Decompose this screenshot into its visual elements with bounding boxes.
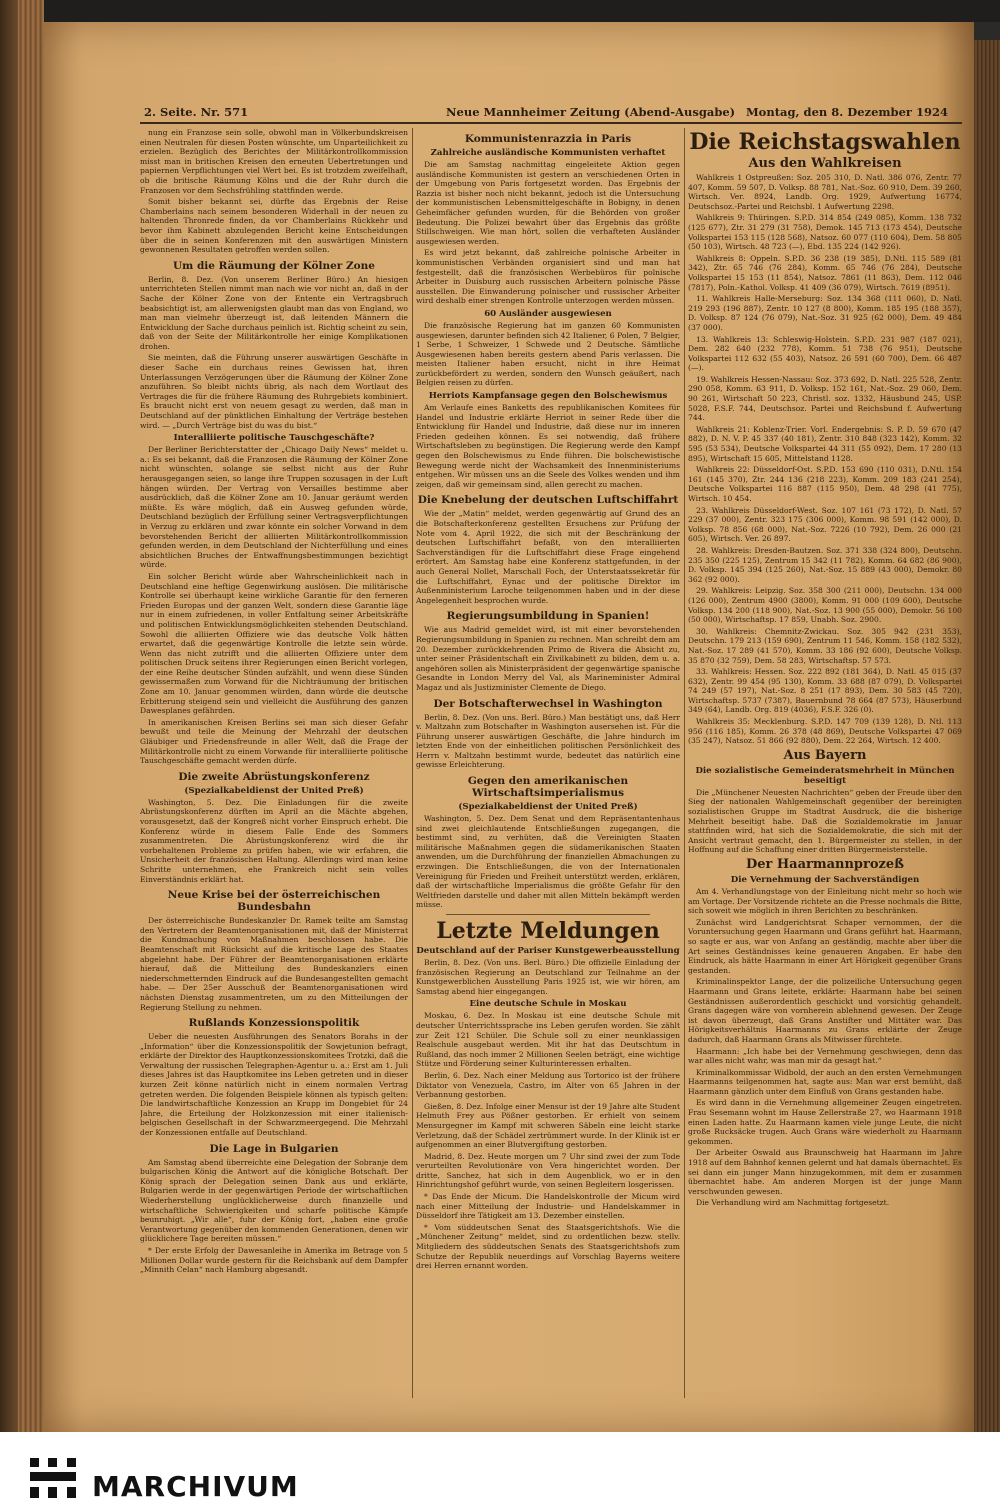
article-subheadline: Zahlreiche ausländische Kommunisten verhaftet xyxy=(430,148,666,158)
article-text: nung ein Franzose sein solle, obwohl man in Völkerbundskreisen einen Neutralen für diesen Posten wünschte, um Unparteilichkeit zu erzielen. Bezüglich des Berichtes der Militärkontrollkommission misst man in britischen Kreisen den erneuten Uebertretungen und papiernen Verpflichtungen viel Wert bei. Es ist trotzdem zweifelhaft, ob die britische Räumung Kölns und die der Ruhr durch die Franzosen vor dem Sechsfrühling stattfinden werde. xyxy=(140,128,408,195)
article-headline: Um die Räumung der Kölner Zone xyxy=(173,259,375,272)
column-1 xyxy=(140,128,408,1400)
article-text: Zunächst wird Landgerichtsrat Schaper vernommen, der die Voruntersuchung gegen Haarmann und Grans geführt hat. Haarmann, so sagte er aus, war von Anfang an geständig, machte aber über die Art seines Geständnisses keine genaueren Angaben. Er habe den Eindruck, als hätte Haarmann in einer Art Hörigkeit gegenüber Grans gestanden. xyxy=(688,917,962,975)
article-text: Somit bisher bekannt sei, dürfte das Ergebnis der Reise Chamberlains nach seinem besonderen Widerhall in der neuen zu haltenden Thronrede finden, da vor Chamberlains Rückkehr und bevor ihm Kabinett abzulegenden Bericht keine Entscheidungen über die in seinen Konferenzen mit den auswärtigen Ministern gewonnenen Resultaten getroffen werden sollen. xyxy=(140,197,408,255)
article-text: Ueber die neuesten Ausführungen des Senators Borahs in der „Information“ über die Konzessionspolitik der Sowjetunion befragt, erklärte der Direktor des Hauptkonzessionskomitees Trotzki, daß die Verwaltung der russischen Telegraphen-Agentur u. a.: Erst am 1. Juli dieses Jahres ist das Hauptkomitee ins Leben getreten und in dieser kurzen Zeit könne natürlich nicht in einem normalen Vertrag getreten werden. Die folgenden Beispiele können als typisch gelten: Die landwirtschaftliche Konzession an Krupp im Dongebiet für 24 Jahre, die Erteilung der Holzkonzession mit einer italienisch-belgischen Gesellschaft in der Schwarzmeergegend. Die Mehrzahl der Konzessionen entfalle auf Deutschland. xyxy=(140,1032,408,1138)
article-text: Der österreichische Bundeskanzler Dr. Ramek teilte am Samstag den Vertretern der Beamtenorganisationen mit, daß der Ministerrat die Kundmachung von Maßnahmen beschlossen habe. Die Beamtenschaft mit Rücksicht auf die kritische Lage des Staates abgelehnt habe. Der Führer der Beamtenorganisationen erklärte hierauf, daß die Mitteilung des Bundeskanzlers einen niederschmetternden Eindruck auf die Bundesangestellten gemacht habe. — Der 25er Ausschuß der Beamtenorganisationen wird nächsten Dienstag zusammentreten, um zu den Mitteilungen der Regierung Stellung zu nehmen. xyxy=(140,916,408,1012)
article-text: Es wird dann in die Vernehmung allgemeiner Zeugen eingetreten. Frau Sesemann wohnt im Hause Zellerstraße 27, wo Haarmann 1918 einen Laden hatte. Zu Haarmann kamen viele junge Leute, die nicht große Rucksäcke trugen. Auch Grans wäre wiederholt zu Haarmann gekommen. xyxy=(688,1098,962,1146)
article-text: Am Samstag abend überreichte eine Delegation der Sobranje dem bulgarischen König die Antwort auf die königliche Botschaft. Der König sprach der Delegation seinen Dank aus und erklärte, Bulgarien werde in der gegenwärtigen Periode der wirtschaftlichen Wiederherstellung unglücklicherweise durch finanzielle und wirtschaftliche Schwierigkeiten und scharfe politische Kämpfe beunruhigt. „Wir alle“, fuhr der König fort, „haben eine große Verantwortung gegenüber den kommenden Generationen, denen wir glücklichere Tage bereiten müssen.“ xyxy=(140,1157,408,1244)
article-subheadline: Interalliierte politische Tauschgeschäfte? xyxy=(173,433,375,444)
article-text: Washington, 5. Dez. Die Einladungen für die zweite Abrüstungskonferenz dürften im April an die Mächte abgehen, vorausgesetzt, daß der Kongreß nicht vorher Einspruch erhebt. Die Konferenz würde in diesem Falle Ende des Sommers zusammentreten. Die Abrüstungskonferenz wird die ihr vorbehaltenen Probleme zu prüfen haben, wie wir erfahren, die Unsicherheit der französischen Haltung. Allerdings wird man keine Schritte unternehmen, ehe Frankreich nicht sein volles Einverständnis erklärt hat. xyxy=(140,797,408,884)
article-headline: Regierungsumbildung in Spanien! xyxy=(446,610,650,623)
article-text: Die Verhandlung wird am Nachmittag fortgesetzt. xyxy=(696,1198,890,1208)
article-subheadline: Die sozialistische Gemeinderatsmehrheit in München beseitigt xyxy=(695,765,955,786)
section-headline: Die Reichstagswahlen xyxy=(689,129,961,155)
article-headline: Gegen den amerikanischen Wirtschaftsimperialismus xyxy=(467,775,629,800)
article-text: Berlin, 8. Dez. (Von unserem Berliner Büro.) An hiesigen unterrichteten Stellen nimmt man nach wie vor nicht an, daß in der Sache der Kölner Zone von der Entente ein Vertragsbruch beabsichtigt ist, am allerwenigsten glaubt man das von England, wo man man vielmehr überzeugt ist, daß leitenden Männern die Entwicklung der Sache durchaus peinlich ist. Richtig scheint zu sein, daß von der Seite der Militärkontrolle her einige Komplikationen drohen. xyxy=(140,274,408,351)
article-text: In amerikanischen Kreisen Berlins sei man sich dieser Gefahr bewußt und teile die Meinung der Mehrzahl der deutschen Gläubiger und Friedensfreunde in aller Welt, daß die Frage der Militärkontrolle nicht zu einem Vorwande für interalliierte politische Tauschgeschäfte gemacht werden dürfe. xyxy=(140,717,408,766)
article-subheadline: Eine deutsche Schule in Moskau xyxy=(469,999,627,1010)
issue-date: Montag, den 8. Dezember 1924 xyxy=(745,105,948,119)
election-result: Wahlkreis 35: Mecklenburg. S.P.D. 147 709 (139 128), D. Ntl. 113 956 (116 185), Komm. 26 378 (48 869), Deutsche Volkspartei 47 069 (35 247), Natsoz. 51 866 (92 880), Dem. 22 264, Wirtsch. 12 400. xyxy=(688,717,962,746)
article-headline: Rußlands Konzessionspolitik xyxy=(188,1017,360,1030)
article-text: Sie meinten, daß die Führung unserer auswärtigen Geschäfte in dieser Sache ein durchaus reines Gewissen hat, ihren Unterlassungen Verzögerungen über die Räumung der Kölner Zone anzuführen. So bleibt nichts übrig, als nach dem Wortlaut des Vertrages die für die frühere Räumung des Ruhrgebiets kombiniert. Es braucht nicht erst von neuem gesagt zu werden, daß man in Deutschland auf der pünktlichen Einhaltung der Verträge bestehen wird. — „Durch Verträge bist du was du bist.“ xyxy=(140,353,408,430)
election-result: Wahlkreis 8: Oppeln. S.P.D. 36 238 (19 385), D.Ntl. 115 589 (81 342), Ztr. 65 746 (76 284), Komm. 65 746 (76 284), Deutsche Volkspartei 15 153 (11 854), Natsoz. 7861 (11 863), Dem. 112 046 (7817), Poln.-Kathol. Volksp. 41 409 (36 079), Wirtsch. 7619 (8951). xyxy=(688,253,962,292)
election-result: 33. Wahlkreis: Hessen. Soz. 222 892 (181 364), D. Natl. 45 015 (37 632), Zentr. 99 454 (95 130), Komm. 33 688 (87 079), D. Volkspartei 74 249 (57 197), Nat.-Soz. 8 251 (17 893), Dem. 30 583 (45 720), Wirtschaftsp. 5737 (7387), Bauernbund 78 664 (87 573), Häuserbund 349 (64), Landb. Org. 819 (4036), F.S.F. 326 (0). xyxy=(688,667,962,715)
article-text: Berlin, 8. Dez. (Von uns. Berl. Büro.) Die offizielle Einladung der französischen Regierung an Deutschland zur Teilnahme an der Kunstgewerblichen Ausstellung Paris 1925 ist, wie wir hören, am Samstag abend hier eingegangen. xyxy=(416,958,680,996)
article-text: Moskau, 6. Dez. In Moskau ist eine deutsche Schule mit deutscher Unterrichtssprache ins Leben gerufen worden. Sie zählt zur Zeit 121 Schüler. Die Schule soll zu einer neunklassigen Realschule ausgebaut werden. Mit ihr hat das Deutschtum in Rußland, das noch immer 2 Millionen Seelen beträgt, eine wichtige Stütze und Förderung seiner Kulturinteressen erhalten. xyxy=(416,1011,680,1069)
article-subheadline: 60 Ausländer ausgewiesen xyxy=(484,308,612,319)
article-text: Washington, 5. Dez. Dem Senat und dem Repräsentantenhaus sind zwei gleichlautende Entschließungen zugegangen, die bestimmt sind, zu verhüten, daß die Vereinigten Staaten militärische Maßnahmen gegen die südamerikanischen Staaten anwenden, um die Durchführung der finanziellen Abmachungen zu erzwingen. Die Entschließungen, die von der Internationalen Vereinigung für Frieden und Freiheit unterstützt werden, erklären, daß der wirtschaftliche Imperialismus die größte Gefahr für den Weltfrieden darstelle und daher mit allen Mitteln bekämpft werden müsse. xyxy=(416,814,680,910)
article-headline: Kommunistenrazzia in Paris xyxy=(464,133,632,145)
article-text: Die „Münchener Neuesten Nachrichten“ geben der Freude über den Sieg der nationalen Wahlgemeinschaft gegenüber der bereinigten sozialistischen Gruppe im Stadtrat Ausdruck, die die bisherige Mehrheit beseitigt habe. Daß die Sozialdemokratie im Januar stattfinden wird, hat sich die Sozialdemokratie, die sich mit der Ansicht vertraut gemacht, den 1. Bürgermeister zu stellen, in der Hoffnung auf die Schaffung einer dritten Bürgermeisterstelle. xyxy=(688,787,962,855)
election-result: 23. Wahlkreis Düsseldorf-West. Soz. 107 161 (73 172), D. Natl. 57 229 (37 000), Zentr. 323 175 (306 000), Komm. 98 591 (142 000), D. Volksp. 78 856 (68 000), Nat.-Soz. 7226 (10 792), Dem. 26 000 (21 605), Wirtsch. Ver. 26 897. xyxy=(688,505,962,544)
column-divider xyxy=(412,128,413,1398)
article-text: * Der erste Erfolg der Dawesanleihe in Amerika im Betrage von 5 Millionen Dollar wurde gestern für die Reichsbank auf dem Dampfer „Minnith Celan“ nach Hamburg abgesandt. xyxy=(140,1245,408,1275)
article-headline: Der Botschafterwechsel in Washington xyxy=(433,697,663,710)
article-text: Gießen, 8. Dez. Infolge einer Mensur ist der 19 Jahre alte Student Helmuth Frey aus Pößner gestorben. Er erhielt von seinem Mensurgegner im Kampf mit schweren Säbeln eine leicht starke Verletzung, daß der Schädel zertrümmert wurde. In der Klinik ist er aufgenommen an einer Blutvergiftung gestorben. xyxy=(416,1101,680,1150)
article-text: Madrid, 8. Dez. Heute morgen um 7 Uhr sind zwei der zum Tode verurteilten Revolutionäre von Vera hingerichtet worden. Der dritte, Sanchez, hat sich in dem Augenblick, wo er in den Hinrichtungshof geführt wurde, von seinen Begleitern losgerissen. xyxy=(416,1151,680,1190)
top-band xyxy=(0,0,1000,22)
article-headline: Die Knebelung der deutschen Luftschiffahrt xyxy=(417,494,679,507)
election-result: 30. Wahlkreis: Chemnitz-Zwickau. Soz. 305 942 (231 353), Deutschn. 179 213 (159 690), Zentrum 11 546, Komm. 158 (182 532), Nat.-Soz. 17 289 (41 570), Komm. 33 186 (92 600), Deutsche Volksp. 35 870 (32 759), Dem. 58 283, Wirtschaftsp. 57 573. xyxy=(688,626,962,665)
article-headline: Die Lage in Bulgarien xyxy=(209,1142,339,1155)
article-text: Die am Samstag nachmittag eingeleitete Aktion gegen ausländische Kommunisten ist gestern an verschiedenen Orten in der Umgebung von Paris fortgesetzt worden. Das Ergebnis der Razzia ist bisher noch nicht bekannt, jedoch ist die Untersuchung der kommunistischen Lebensmittelgeschäfte in Bobigny, in denen Geheimfächer gefunden wurden, für die Behörden von großer Bedeutung. Die Polizei bewahrt über das Ergebnis das größte Stillschweigen. Wie man hört, sollen die verhafteten Ausländer ausgewiesen werden. xyxy=(416,160,680,246)
column-divider xyxy=(684,128,685,1398)
election-result: 13. Wahlkreis 13: Schleswig-Holstein. S.P.D. 231 987 (187 021), Dem. 282 640 (232 778), Komm. 51 738 (76 951), Deutsche Volkspartei 112 632 (55 403), Natsoz. 26 591 (60 700), Dem. 66 487 (—). xyxy=(688,334,962,373)
section-subheadline: Der Haarmannprozeß xyxy=(745,857,905,872)
book-page-edges-right xyxy=(974,40,1000,1432)
election-result: 29. Wahlkreis: Leipzig. Soz. 358 300 (211 000), Deutschn. 134 000 (126 000), Zentrum 4900 (3800), Komm. 91 000 (109 600), Deutsche Volksp. 134 200 (118 900), Nat.-Soz. 13 900 (55 000), Demokr. 56 100 (50 000), Wirtschaftsp. 17 859, Unabh. Soz. 2900. xyxy=(688,586,962,625)
article-text: Kriminalinspektor Lange, der die polizeiliche Untersuchung gegen Haarmann und Grans leitete, erklärte: Haarmann habe bei seinen Geständnissen außerordentlich geschickt und vorsichtig gehandelt. Grans dagegen wäre von vornherein ablehnend gewesen. Der Zeuge ist davon überzeugt, daß Grans Anstifter und Mittäter war. Das Hörigkeitsverhältnis Haarmanns zu Grans erklärte der Zeuge dadurch, daß Haarmann Grans als Mitwisser fürchtete. xyxy=(688,977,962,1044)
article-text: Wie aus Madrid gemeldet wird, ist mit einer bevorstehenden Regierungsumbildung in Spanien zu rechnen. Man schreibt dem am 20. Dezember zurückkehrenden Primo de Rivera die Absicht zu, unter seiner Präsidentschaft ein Zivilkabinett zu bilden, dem u. a. angehören sollen als Ministerpräsident der gegenwärtige spanische Gesandte in London Merry del Val, als Marineminister Admiral Magaz und als Justizminister Clemente de Diego. xyxy=(416,625,680,692)
article-text: Es wird jetzt bekannt, daß zahlreiche polnische Arbeiter in kommunistischen Verbänden organisiert sind und man hat festgestellt, daß die französischen Werbebüros für polnische Arbeiter in Duisburg auch russischen Arbeitern polnische Pässe ausstellen. Die Einwanderung polnischer und russischer Arbeiter wird deshalb einer strengen Kontrolle unterzogen werden müssen. xyxy=(416,248,680,306)
article-subheadline: Die Vernehmung der Sachverständigen xyxy=(730,875,920,885)
article-text: Kriminalkommissar Widbold, der auch an den ersten Vernehmungen Haarmanns teilgenommen hat, sagte aus: Man war erst bemüht, daß Haarmann gänzlich unter dem Einfluß von Grans gestanden habe. xyxy=(688,1067,962,1096)
article-text: Ein solcher Bericht würde aber Wahrscheinlichkeit nach in Deutschland eine heftige Gegenwirkung auslösen. Die militärische Kontrolle sei überhaupt keine wirkliche Garantie für den ferneren Frieden Europas und der ganzen Welt, sondern diese Garantie läge nur in einem zufriedenen, in voller Entfaltung seiner Arbeitskräfte und politischen Entwicklungsmöglichkeiten stehenden Deutschland. Sowohl die alliierten Offiziere wie das deutsche Volk hätten erwartet, daß die gegenwärtige Kontrolle die letzte sein würde. Wenn das nicht zutrifft und die alliierten Offiziere unter dem politischen Druck seitens ihrer Regierungen einen Bericht vorlegen, der eine Reihe deutscher Sünden aufzählt, und wenn diese Sünden gewissermaßen zum Vorwand für die Nichträumung der britischen Zone am 10. Januar genommen würden, dann würde die deutsche Erbitterung steigend sein und vielleicht die Ausführung des ganzen Dawesplanes gefährden. xyxy=(140,571,408,716)
election-result: Wahlkreis 21: Koblenz-Trier. Vorl. Endergebnis: S. P. D. 59 670 (47 882), D. N. V. P. 45 337 (40 181), Zentr. 310 848 (323 142), Komm. 32 595 (53 534), Deutsche Volkspartei 44 311 (55 092), Dem. 17 280 (13 895), Wirtschaft 15 605, Mittelstand 1128. xyxy=(688,424,962,463)
article-subheadline: (Spezialkabeldienst der United Preß) xyxy=(184,785,364,796)
election-result: Wahlkreis 1 Ostpreußen: Soz. 205 310, D. Natl. 386 076, Zentr. 77 407, Komm. 59 507, D. Volksp. 88 781, Nat.-Soz. 60 910, Dem. 39 260, Wirtsch. Ver. 8924, Landb. Org. 1929, Aufwertung 16774, Deutschsoz.-Partei und Reichsbl. 1 Aufwertung 2298. xyxy=(688,173,962,211)
column-3 xyxy=(688,128,962,1400)
article-text: * Vom süddeutschen Senat des Staatsgerichtshofs. Wie die „Münchener Zeitung“ meldet, sind zu ordentlichen bezw. stellv. Mitgliedern des süddeutschen Senats des Staatsgerichtshofs zum Schutze der Republik neuerdings auf Vorschlag Bayerns weitere drei Herren ernannt worden. xyxy=(416,1222,680,1271)
article-text: Haarmann: „Ich habe bei der Vernehmung geschwiegen, denn das war alles nicht wahr, was man mir da gesagt hat.“ xyxy=(688,1046,962,1066)
election-result: Wahlkreis 9: Thüringen. S.P.D. 314 854 (249 085), Komm. 138 732 (125 677), Ztr. 31 279 (31 758), Demok. 145 713 (173 454), Deutsche Volkspartei 153 115 (128 568), Natsoz. 60 077 (110 604), Dem. 58 805 (50 103), Wirtsch. 48 723 (—), Ebd. 135 224 (142 926). xyxy=(688,213,962,252)
article-text: Die französische Regierung hat im ganzen 60 Kommunisten ausgewiesen, darunter befinden sich 42 Italiener, 6 Polen, 7 Belgier, 1 Serbe, 1 Schweizer, 1 Schwede und 2 Deutsche. Sämtliche Ausgewiesenen haben bereits gestern abend Paris verlassen. Die meisten Italiener haben ersucht, nicht in ihre Heimat zurückbefördert zu werden, sondern den Wunsch geäußert, nach Belgien reisen zu dürfen. xyxy=(416,320,680,388)
section-subheadline: Aus Bayern xyxy=(783,747,867,763)
article-text: * Das Ende der Micum. Die Handelskontrolle der Micum wird nach einer Mitteilung der Industrie- und Handelskammer in Düsseldorf ihre Tätigkeit am 13. Dezember einstellen. xyxy=(416,1192,680,1221)
article-text: Wie der „Matin“ meldet, werden gegenwärtig auf Grund des an die Botschafterkonferenz gestellten Ersuchens zur Prüfung der Note vom 4. April 1922, die sich mit der Beschränkung der deutschen Luftschiffahrt befaßt, von den interalliierten Sachverständigen für die Luftschiffahrt diese Frage eingehend erörtert. Am Samstag habe eine Konferenz stattgefunden, in der auch General Nollet, Marschall Foch, der Unterstaatssekretär für die Luftschiffahrt, Eynac und der politische Direktor im Außenministerium Laroche teilgenommen haben und in der diese Angelegenheit besprochen wurde. xyxy=(416,509,680,605)
article-text: Berlin, 8. Dez. (Von uns. Berl. Büro.) Man bestätigt uns, daß Herr v. Maltzahn zum Botschafter in Washington ausersehen ist. Für die Führung unserer auswärtigen Geschäfte, die Jahre hindurch im letzten Ende von der einheitlichen politischen Persönlichkeit des Herrn v. Maltzahn bestimmt wurde, bedeutet das natürlich eine gewisse Erleichterung. xyxy=(416,712,680,770)
header-rule xyxy=(140,122,962,124)
article-subheadline: Herriots Kampfansage gegen den Bolschewismus xyxy=(428,391,668,402)
article-text: Der Berliner Berichterstatter der „Chicago Daily News“ meldet u. a.: Es sei bekannt, daß die Franzosen die Räumung der Kölner Zone nicht wünschten, solange sie selbst nicht aus der Ruhr herausgegangen seien, so lange ihre Truppen sozusagen in der Luft hängen würden. Der Vertrag von Versailles bestimme aber ausdrücklich, daß die Kölner Zone am 10. Januar geräumt werden müßte. Es wäre möglich, daß ein Ausweg gefunden würde, Deutschland bezüglich der Erfüllung seiner Vertragsverpflichtungen in Verzug zu erklären und zwar könnte ein solcher Vorwand in dem bevorstehenden Bericht der alliierten Militärkontrollkommission gefunden werden, in dem Deutschland der Nichterfüllung und eines absichtlichen Bruches der Entwaffnungsbestimmungen bezichtigt würde. xyxy=(140,445,408,570)
article-subheadline: Deutschland auf der Pariser Kunstgewerbeausstellung xyxy=(416,946,680,956)
page-number: 2. Seite. Nr. 571 xyxy=(144,105,249,119)
section-divider xyxy=(446,914,650,915)
article-text: Am 4. Verhandlungstage von der Einleitung nicht mehr so hoch wie am Vortage. Der Vorsitzende richtete an die Presse nochmals die Bitte, sich soweit wie möglich in ihren Berichten zu beschränken. xyxy=(688,887,962,916)
section-headline: Letzte Meldungen xyxy=(436,918,660,944)
archive-logo-text: MARCHIVUM xyxy=(92,1470,299,1503)
article-subheadline: (Spezialkabeldienst der United Preß) xyxy=(458,802,638,813)
election-result: 11. Wahlkreis Halle-Merseburg: Soz. 134 368 (111 060), D. Natl. 219 293 (196 887), Zentr. 10 127 (8 800), Komm. 185 195 (188 357), D. Volksp. 87 124 (76 079), Nat.-Soz. 31 925 (62 000), Dem. 49 484 (37 000). xyxy=(688,294,962,332)
column-2 xyxy=(416,128,680,1400)
article-headline: Neue Krise bei der österreichischen Bundesbahn xyxy=(167,889,381,914)
page-header xyxy=(128,102,958,122)
election-result: Wahlkreis 22: Düsseldorf-Ost. S.P.D. 153 690 (110 031), D.Ntl. 154 161 (145 370), Ztr. 244 136 (218 223), Komm. 209 183 (241 254), Deutsche Volkspartei 116 887 (115 950), Dem. 48 298 (41 775), Wirtsch. 10 454. xyxy=(688,465,962,503)
election-result: 28. Wahlkreis: Dresden-Bautzen. Soz. 371 338 (324 800), Deutschn. 235 350 (225 125), Zentrum 15 342 (11 782), Komm. 64 682 (86 900), D. Volksp. 145 394 (125 260), Nat.-Soz. 15 889 (43 000), Demokr. 80 362 (92 000). xyxy=(688,545,962,584)
book-page-edges-left xyxy=(0,0,44,1432)
article-text: Am Verlaufe eines Banketts des republikanischen Komitees für Handel und Industrie erklärte Herriot in seiner Rede über die Entwicklung für Handel und Industrie, daß diese nur im inneren Frieden gedeihen können. Es sei notwendig, daß frühere Wirtschaftsleben zu begünstigen. Die Regierung werde den Kampf gegen den Bolschewismus zu Ende führen. Die bolschewistische Bewegung werde nicht der Wachsamkeit des Innenministeriums entgehen. Wir müssen uns an die Seele des Volkes wenden und ihm zeigen, daß wir gemeinsam sind, allen gerecht zu machen. xyxy=(416,403,680,489)
section-subheadline: Aus den Wahlkreisen xyxy=(748,156,902,171)
election-result: 19. Wahlkreis Hessen-Nassau: Soz. 373 692, D. Natl. 225 528, Zentr. 290 058, Komm. 63 911, D. Volksp. 152 161, Nat.-Soz. 29 060, Dem. 90 261, Wirtschaft 50 223, Christl. soz. 1332, Häusbund 245, USP. 5028, F.S.F. 744, Deutschsoz. Partei und Reichsbund f. Aufwertung 744. xyxy=(688,374,962,423)
article-text: Berlin, 6. Dez. Nach einer Meldung aus Tortorico ist der frühere Diktator von Venezuela, Castro, im Alter von 65 Jahren in der Verbannung gestorben. xyxy=(416,1070,680,1100)
marchivum-logo-icon xyxy=(30,1458,76,1498)
newspaper-title: Neue Mannheimer Zeitung (Abend-Ausgabe) xyxy=(446,105,736,119)
article-text: Der Arbeiter Oswald aus Braunschweig hat Haarmann im Jahre 1918 auf dem Bahnhof kennen gelernt und hat damals übernachtet. Es sei dann ein junger Mann hinzugekommen, mit dem er zusammen übernachtet habe. Am anderen Morgen ist der junge Mann verschwunden gewesen. xyxy=(688,1148,962,1196)
article-headline: Die zweite Abrüstungskonferenz xyxy=(178,770,370,783)
